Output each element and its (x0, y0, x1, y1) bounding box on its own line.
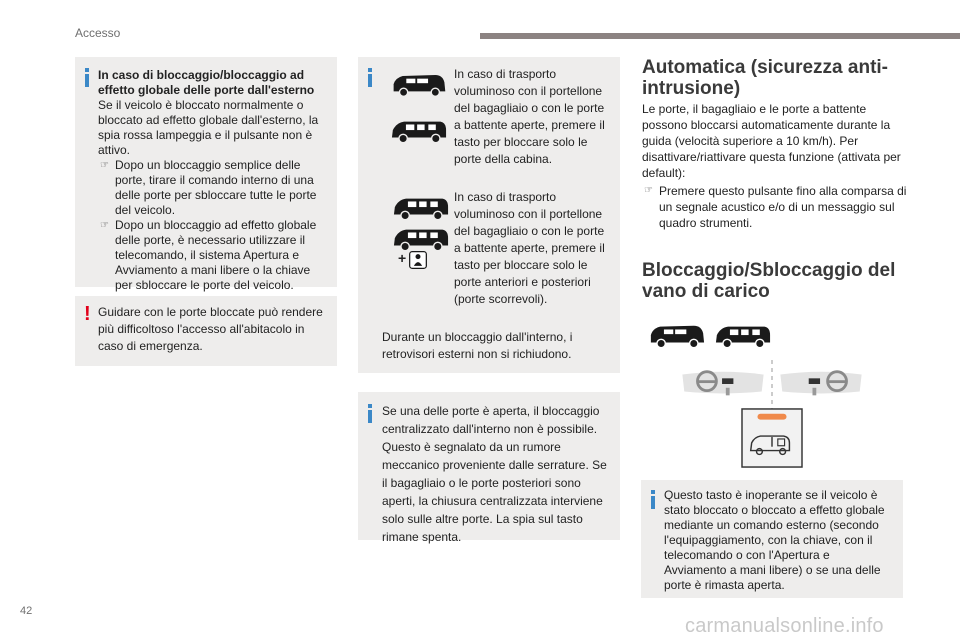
steering-wheel-icon (680, 367, 766, 401)
van-icon (647, 322, 707, 350)
mirrors-note: Durante un bloccaggio dall'interno, i retrovisori esterni non si richiudono. (382, 330, 573, 361)
button-inoperative-text: Questo tasto è inoperante se il veicolo è stato bloccato o bloccato a effetto globale mediante un comando esterno (secondo l'equipaggiamento, con la chiave, con il telecomando o con l'Apertura e Avviamento a mani libere) o se una delle porte è rimasta aperta. (664, 488, 885, 592)
van-icon (388, 117, 450, 145)
watermark: carmanualsonline.info (685, 615, 884, 637)
info-box-button-inoperative (641, 480, 903, 598)
info-box-title: In caso di bloccaggio/bloccaggio ad effetto globale delle porte dall'esterno (98, 68, 315, 97)
info-box-body: Se il veicolo è bloccato normalmente o bloccato ad effetto globale dall'esterno, la spia rossa lampeggia e il pulsante non è attivo. (98, 98, 319, 157)
bulky-transport-text-2: In caso di trasporto voluminoso con il portellone del bagagliaio o con le porte a battente aperte, premere il tasto per bloccare solo le porte anteriori e posteriori (porte scorrevoli). (454, 190, 605, 306)
divider-dashed (770, 360, 774, 410)
section-title-cargo-lock: Bloccaggio/Sbloccaggio del vano di carico (642, 260, 896, 302)
list-item: ☞ Premere questo pulsante fino alla comparsa di un segnale acustico e/o di un messaggio sul quadro strumenti. (642, 183, 907, 231)
child-lock-icon (408, 250, 428, 270)
auto-locking-item (642, 183, 907, 231)
van-icon (390, 194, 452, 222)
warning-text: Guidare con le porte bloccate può rendere più difficoltoso l'accesso all'abitacolo in caso di emergenza. (98, 305, 323, 353)
header-bar (480, 33, 960, 39)
auto-locking-body: Le porte, il bagagliaio e le porte a battente possono bloccarsi automaticamente durante la guida (velocità superiore a 10 km/h). Per disattivare/riattivare questa funzione (attivata per default): (642, 102, 901, 180)
warning-icon: ! (84, 303, 91, 325)
lock-button-icon[interactable] (741, 408, 803, 468)
info-box-list (98, 158, 325, 293)
info-box-external-locking (75, 57, 337, 292)
warning-box-emergency (75, 296, 337, 366)
list-item: ☞ Dopo un bloccaggio ad effetto globale delle porte, è necessario utilizzare il telecomando, il sistema Apertura e Avviamento a mani libere o la chiave per sbloccare le porte del veicolo. (98, 218, 325, 293)
info-box-bulky-transport (358, 57, 620, 373)
van-icon (390, 71, 448, 99)
door-open-text: Se una delle porte è aperta, il bloccaggio centralizzato dall'interno non è possibile. Questo è segnalato da un rumore meccanico proveniente dalle serrature. Se il bagagliaio o le porte posteriori sono aperti, la chiusura centralizzata interviene solo sulle altre porte. La spia sul tasto rimane spenta. (382, 404, 607, 544)
info-box-door-open (358, 392, 620, 544)
van-icon (710, 322, 776, 350)
page-number: 42 (20, 605, 33, 617)
section-title-auto-locking: Automatica (sicurezza anti-intrusione) (642, 57, 888, 99)
bulky-transport-text-1: In caso di trasporto voluminoso con il portellone del bagagliaio o con le porte a battente aperte, premere il tasto per bloccare solo le porte della cabina. (454, 67, 605, 166)
section-header-title: Accesso (75, 26, 121, 40)
list-item: ☞ Dopo un bloccaggio semplice delle porte, tirare il comando interno di una delle porte per sbloccare tutte le porte del veicolo. (98, 158, 325, 218)
steering-wheel-icon (778, 367, 864, 401)
plus-sign: + (398, 250, 407, 266)
van-icon (390, 225, 452, 253)
